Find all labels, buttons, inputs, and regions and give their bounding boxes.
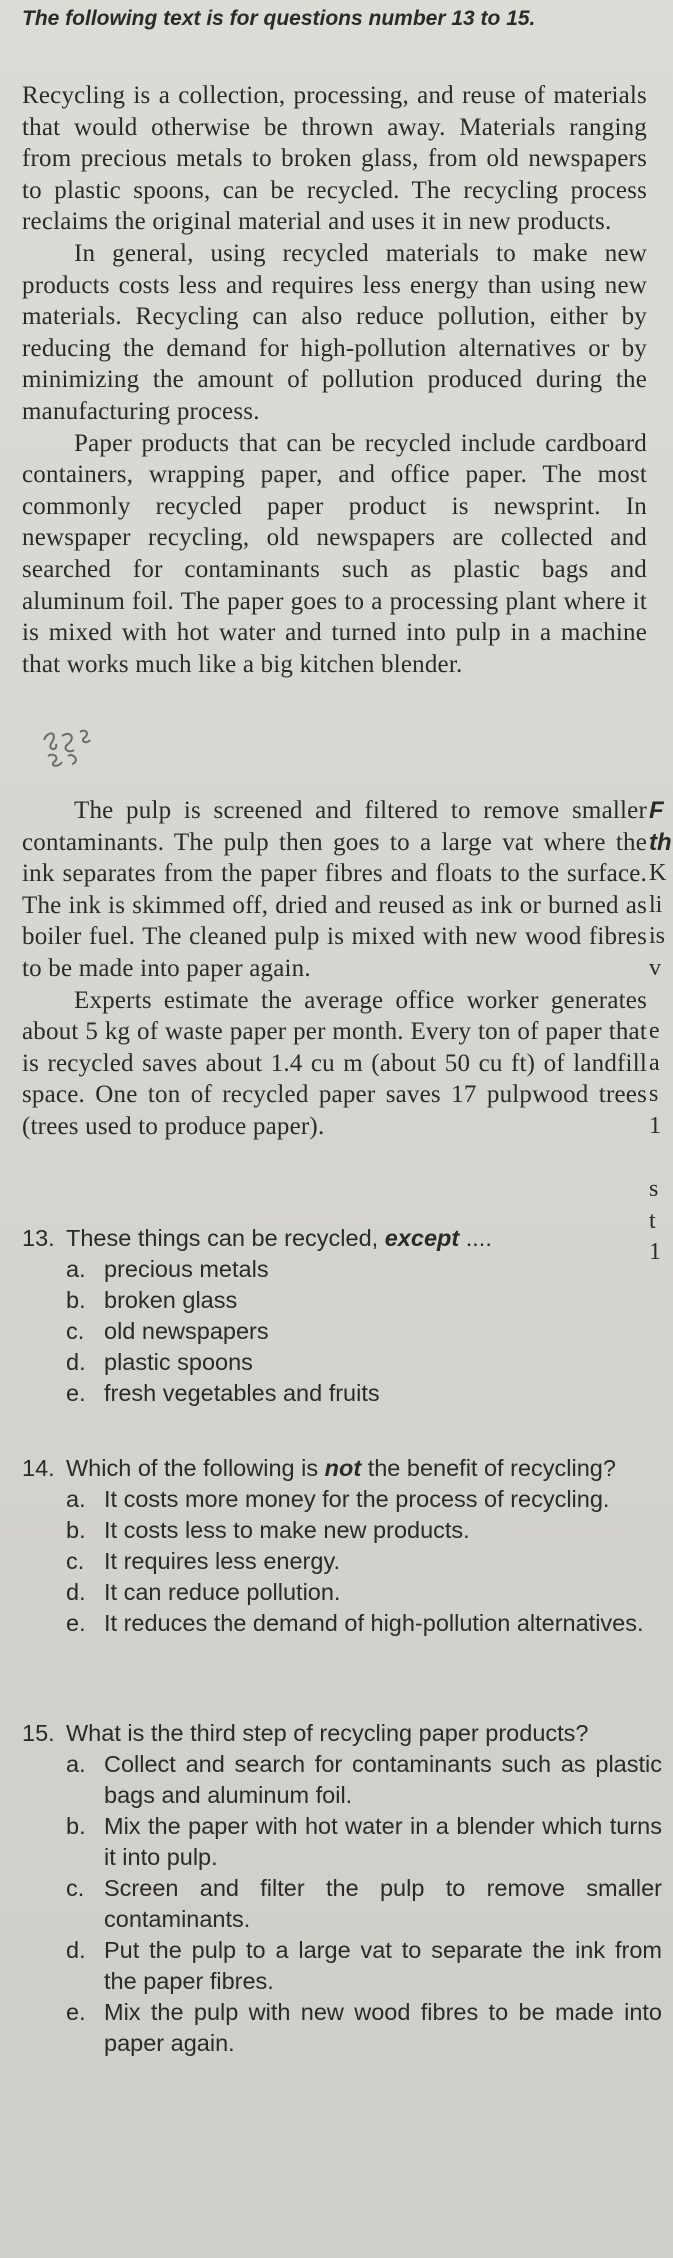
- fragment: 1: [649, 1239, 661, 1266]
- fragment: K: [649, 860, 667, 887]
- question-stem: What is the third step of recycling paper products?: [66, 1720, 589, 1746]
- question-14: [22, 1453, 662, 1639]
- answer-option[interactable]: c. old newspapers: [66, 1318, 269, 1344]
- passage-paragraph: Experts estimate the average office worker generates about 5 kg of waste paper per month. Every ton of paper that is recycled saves about 1.4 cu m (about 50 cu ft) of landfill space. One ton of recycled paper saves 17 pulpwood trees (trees used to produce paper).: [22, 986, 647, 1140]
- fragment: a: [649, 1049, 660, 1076]
- question-number: 14.: [22, 1455, 55, 1481]
- fragment: th: [649, 828, 672, 856]
- adjacent-page-fragments: [649, 795, 673, 1269]
- answer-option[interactable]: d. Put the pulp to a large vat to separate the ink from the paper fibres.: [66, 1937, 662, 1994]
- question-stem: Which of the following is not the benefit of recycling?: [66, 1455, 616, 1481]
- question-number: 13.: [22, 1225, 55, 1251]
- fragment: 1: [649, 1112, 661, 1139]
- answer-option[interactable]: d. It can reduce pollution.: [66, 1579, 341, 1605]
- passage-paragraph: Recycling is a collection, processing, and reuse of materials that would otherwise be thrown away. Materials ranging from precious metals to broken glass, from old newspapers to plastic spoons, can be recycled. The recycling process reclaims the original material and uses it in new products.: [22, 82, 647, 236]
- answer-option[interactable]: d. plastic spoons: [66, 1349, 253, 1375]
- passage-paragraph: Paper products that can be recycled include cardboard containers, wrapping paper, and office paper. The most commonly recycled paper product is newsprint. In newspaper recycling, old newspapers are collected and searched for contaminants such as plastic bags and aluminum foil. The paper goes to a processing plant where it is mixed with hot water and turned into pulp in a machine that works much like a big kitchen blender.: [22, 429, 647, 678]
- answer-option[interactable]: a. precious metals: [66, 1256, 269, 1282]
- fragment: F: [649, 797, 664, 824]
- passage-paragraph: The pulp is screened and filtered to remove smaller contaminants. The pulp then goes to a large vat where the ink separates from the paper fibres and floats to the surface. The ink is skimmed off, dried and reused as ink or burned as boiler fuel. The cleaned pulp is mixed with new wood fibres to be made into paper again.: [22, 797, 647, 982]
- fragment: s: [649, 1176, 659, 1203]
- fragment: [649, 985, 673, 1017]
- handwritten-scribble: [38, 722, 98, 770]
- emphasis: not: [324, 1455, 362, 1481]
- answer-option[interactable]: e. fresh vegetables and fruits: [66, 1380, 380, 1406]
- question-stem: These things can be recycled, except ....: [66, 1225, 492, 1251]
- fragment: e: [649, 1018, 660, 1045]
- answer-option[interactable]: c. Screen and filter the pulp to remove smaller contaminants.: [66, 1875, 662, 1932]
- fragment: is: [649, 923, 666, 950]
- answer-option[interactable]: b. broken glass: [66, 1287, 238, 1313]
- question-15: [22, 1718, 662, 2059]
- answer-option[interactable]: a. Collect and search for contaminants such as plastic bags and aluminum foil.: [66, 1751, 662, 1808]
- fragment: li: [649, 891, 663, 918]
- answer-option[interactable]: e. Mix the pulp with new wood fibres to be made into paper again.: [66, 1999, 662, 2056]
- emphasis: except: [384, 1225, 460, 1251]
- fragment: v: [649, 954, 661, 981]
- answer-option[interactable]: b. It costs less to make new products.: [66, 1517, 470, 1543]
- passage-paragraph: In general, using recycled materials to make new products costs less and requires less energy than using new materials. Recycling can also reduce pollution, either by reducing the demand for high-pollution alternatives or by minimizing the amount of pollution produced during the manufacturing process.: [22, 239, 647, 425]
- answer-option[interactable]: c. It requires less energy.: [66, 1548, 340, 1574]
- passage-part-2: [22, 795, 647, 1143]
- answer-option[interactable]: b. Mix the paper with hot water in a blender which turns it into pulp.: [66, 1813, 662, 1870]
- reading-instruction: The following text is for questions number 13 to 15.: [22, 7, 536, 30]
- question-number: 15.: [22, 1720, 55, 1746]
- fragment: t: [649, 1207, 656, 1234]
- answer-option[interactable]: a. It costs more money for the process of recycling.: [66, 1486, 610, 1512]
- question-13: [22, 1223, 662, 1409]
- fragment: s: [649, 1081, 659, 1108]
- fragment: [649, 1143, 673, 1175]
- passage-part-1: [22, 80, 647, 680]
- answer-option[interactable]: e. It reduces the demand of high-pollution alternatives.: [66, 1610, 644, 1636]
